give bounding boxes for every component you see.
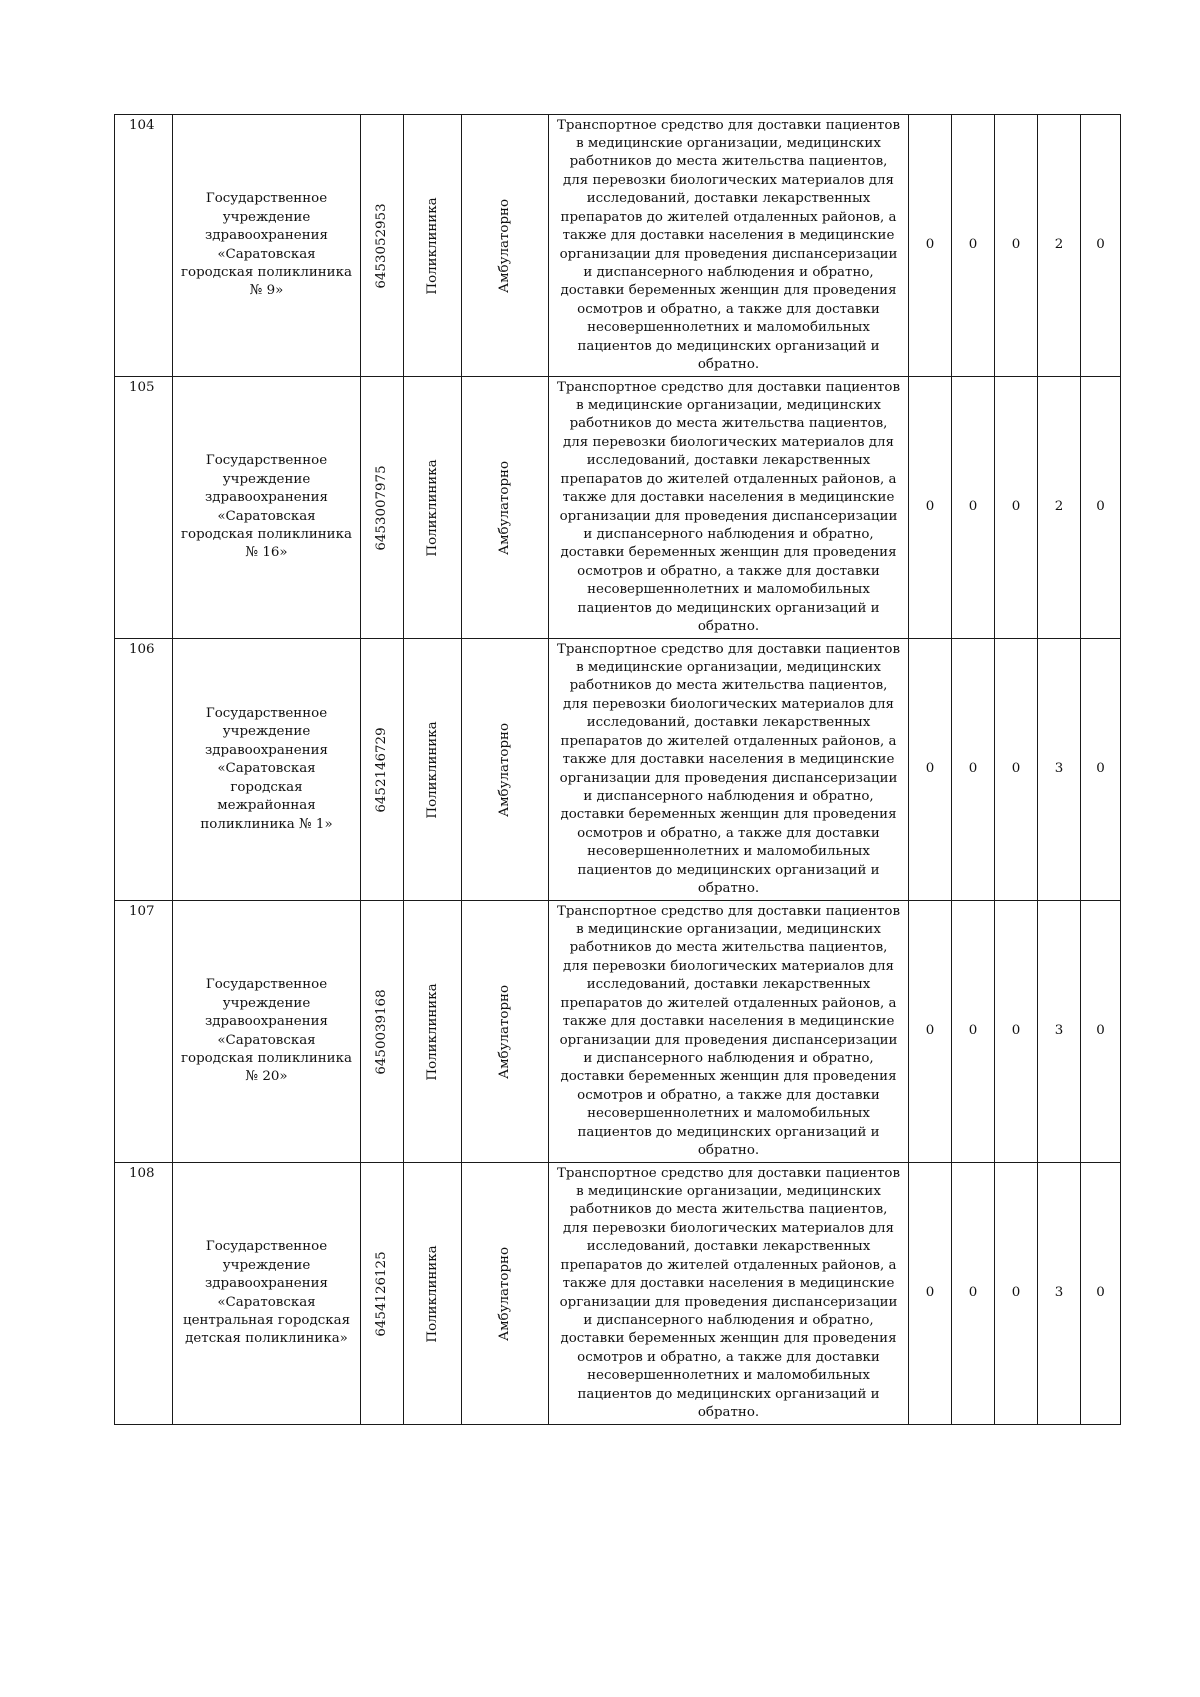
facility-type: Поликлиника [424,982,440,1081]
row-number: 106 [115,639,173,901]
table-row [115,901,1121,1163]
inn-number: 6450039168 [373,988,389,1075]
count-4: 3 [1038,639,1081,901]
inn-cell [361,115,404,377]
row-number: 108 [115,1163,173,1425]
count-2: 0 [952,639,995,901]
care-mode: Амбулаторно [496,198,512,293]
inn-cell [361,1163,404,1425]
table-row [115,1163,1121,1425]
facility-type: Поликлиника [424,720,440,819]
inn-number: 6452146729 [373,726,389,813]
inn-number: 6453007975 [373,464,389,551]
count-1: 0 [909,115,952,377]
facility-type: Поликлиника [424,458,440,557]
care-mode: Амбулаторно [496,1246,512,1341]
count-3: 0 [995,115,1038,377]
care-mode: Амбулаторно [496,460,512,555]
vehicle-purpose-description: Транспортное средство для доставки пациентов в медицинские организации, медицинских работников до места жительства пациентов, для перевозки биологических материалов для исследований, доставки лекарственных препаратов до жителей отдаленных районов, а также для доставки населения в медицинские организации для проведения диспансеризации и диспансерного наблюдения и обратно, доставки беременных женщин для проведения осмотров и обратно, а также для доставки несовершеннолетних и маломобильных пациентов до медицинских организаций и обратно. [549,639,909,901]
table-row [115,115,1121,377]
facility-type-cell [404,901,462,1163]
vehicle-purpose-description: Транспортное средство для доставки пациентов в медицинские организации, медицинских работников до места жительства пациентов, для перевозки биологических материалов для исследований, доставки лекарственных препаратов до жителей отдаленных районов, а также для доставки населения в медицинские организации для проведения диспансеризации и диспансерного наблюдения и обратно, доставки беременных женщин для проведения осмотров и обратно, а также для доставки несовершеннолетних и маломобильных пациентов до медицинских организаций и обратно. [549,115,909,377]
vehicle-purpose-description: Транспортное средство для доставки пациентов в медицинские организации, медицинских работников до места жительства пациентов, для перевозки биологических материалов для исследований, доставки лекарственных препаратов до жителей отдаленных районов, а также для доставки населения в медицинские организации для проведения диспансеризации и диспансерного наблюдения и обратно, доставки беременных женщин для проведения осмотров и обратно, а также для доставки несовершеннолетних и маломобильных пациентов до медицинских организаций и обратно. [549,901,909,1163]
count-2: 0 [952,901,995,1163]
row-number: 107 [115,901,173,1163]
count-1: 0 [909,901,952,1163]
inn-number: 6453052953 [373,202,389,289]
count-1: 0 [909,377,952,639]
organization-name: Государственное учреждение здравоохранения «Саратовская городская поликлиника № 16» [173,377,361,639]
care-mode-cell [462,377,549,639]
count-1: 0 [909,1163,952,1425]
inn-cell [361,639,404,901]
facility-type: Поликлиника [424,196,440,295]
care-mode-cell [462,901,549,1163]
facility-type-cell [404,639,462,901]
count-5: 0 [1081,377,1121,639]
care-mode-cell [462,115,549,377]
organization-name: Государственное учреждение здравоохранения «Саратовская городская поликлиника № 9» [173,115,361,377]
count-2: 0 [952,115,995,377]
count-4: 2 [1038,115,1081,377]
facility-type: Поликлиника [424,1244,440,1343]
count-5: 0 [1081,1163,1121,1425]
count-5: 0 [1081,115,1121,377]
vehicle-purpose-description: Транспортное средство для доставки пациентов в медицинские организации, медицинских работников до места жительства пациентов, для перевозки биологических материалов для исследований, доставки лекарственных препаратов до жителей отдаленных районов, а также для доставки населения в медицинские организации для проведения диспансеризации и диспансерного наблюдения и обратно, доставки беременных женщин для проведения осмотров и обратно, а также для доставки несовершеннолетних и маломобильных пациентов до медицинских организаций и обратно. [549,377,909,639]
table-row [115,639,1121,901]
organization-name: Государственное учреждение здравоохранения «Саратовская центральная городская детская поликлиника» [173,1163,361,1425]
medical-organizations-table [114,114,1121,1425]
inn-cell [361,901,404,1163]
row-number: 104 [115,115,173,377]
facility-type-cell [404,1163,462,1425]
organization-name: Государственное учреждение здравоохранения «Саратовская городская поликлиника № 20» [173,901,361,1163]
table-row [115,377,1121,639]
count-1: 0 [909,639,952,901]
inn-cell [361,377,404,639]
row-number: 105 [115,377,173,639]
count-3: 0 [995,639,1038,901]
vehicle-purpose-description: Транспортное средство для доставки пациентов в медицинские организации, медицинских работников до места жительства пациентов, для перевозки биологических материалов для исследований, доставки лекарственных препаратов до жителей отдаленных районов, а также для доставки населения в медицинские организации для проведения диспансеризации и диспансерного наблюдения и обратно, доставки беременных женщин для проведения осмотров и обратно, а также для доставки несовершеннолетних и маломобильных пациентов до медицинских организаций и обратно. [549,1163,909,1425]
count-2: 0 [952,377,995,639]
count-3: 0 [995,901,1038,1163]
count-3: 0 [995,377,1038,639]
care-mode-cell [462,1163,549,1425]
care-mode: Амбулаторно [496,984,512,1079]
care-mode: Амбулаторно [496,722,512,817]
organization-name: Государственное учреждение здравоохранения «Саратовская городская межрайонная поликлиника № 1» [173,639,361,901]
count-4: 2 [1038,377,1081,639]
count-4: 3 [1038,1163,1081,1425]
count-4: 3 [1038,901,1081,1163]
count-5: 0 [1081,901,1121,1163]
inn-number: 6454126125 [373,1250,389,1337]
count-3: 0 [995,1163,1038,1425]
facility-type-cell [404,115,462,377]
facility-type-cell [404,377,462,639]
count-2: 0 [952,1163,995,1425]
care-mode-cell [462,639,549,901]
count-5: 0 [1081,639,1121,901]
